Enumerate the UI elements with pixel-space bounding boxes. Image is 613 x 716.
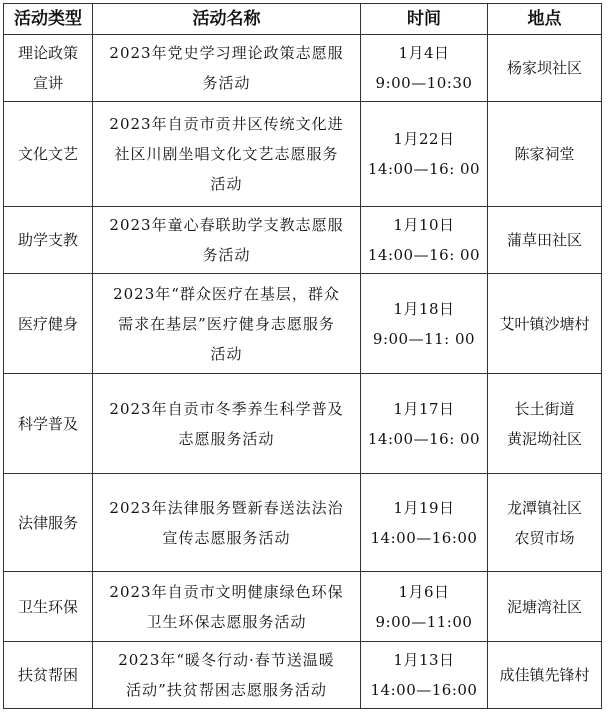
activity-time-line: 1月18日 (393, 299, 455, 318)
activity-place-cell (488, 474, 602, 572)
activity-place-line: 成佳镇先锋村 (499, 666, 590, 684)
table-body (4, 35, 602, 709)
activity-place-cell (488, 207, 602, 274)
activity-type-cell (4, 102, 93, 207)
activity-name-line: 活动 (210, 175, 243, 193)
activity-time-line: 9:00—11:00 (375, 612, 473, 631)
table-row (4, 274, 602, 374)
activity-type-line: 医疗健身 (17, 314, 78, 333)
activity-name-line: 2023年党史学习理论政策志愿服 (109, 44, 344, 62)
table-row (4, 374, 602, 474)
activity-type-cell (4, 374, 93, 474)
activity-name-line: 需求在基层”医疗健身志愿服务 (118, 314, 335, 333)
activity-type-cell (4, 642, 93, 709)
activity-place-cell (488, 642, 602, 709)
activity-name-cell (93, 572, 361, 642)
activity-time-cell (361, 207, 488, 274)
activity-name-cell (93, 102, 361, 207)
activity-type-line: 文化文艺 (17, 145, 78, 163)
activity-name-line: 活动 (210, 344, 243, 363)
activity-place-line: 农贸市场 (514, 528, 575, 547)
activity-name-line: 2023年法律服务暨新春送法法治 (109, 498, 344, 517)
activity-time-line: 14:00—16: 00 (367, 246, 481, 264)
activity-type-line: 科学普及 (17, 414, 78, 433)
activity-name-line: 2023年自贡市贡井区传统文化进 (109, 115, 344, 133)
activity-name-line: 务活动 (202, 74, 251, 92)
activity-type-line: 助学支教 (17, 231, 78, 249)
activity-place-cell (488, 374, 602, 474)
activity-type-line: 扶贫帮困 (17, 666, 78, 684)
table-row (4, 572, 602, 642)
activity-name-line: 2023年“群众医疗在基层，群众 (113, 284, 340, 303)
activity-type-line: 法律服务 (17, 513, 78, 532)
activity-time-line: 1月22日 (393, 130, 455, 148)
activity-name-line: 务活动 (202, 246, 251, 264)
activity-place-cell (488, 102, 602, 207)
activity-time-line: 1月10日 (393, 216, 455, 234)
activity-name-cell (93, 274, 361, 374)
activity-place-line: 泥塘湾社区 (506, 597, 582, 616)
activity-type-line: 理论政策 (17, 44, 78, 62)
activity-place-line: 黄泥坳社区 (506, 429, 582, 448)
activity-time-line: 14:00—16: 00 (367, 429, 481, 448)
activity-name-line: 2023年“暖冬行动·春节送温暖 (118, 651, 335, 669)
activity-name-line: 社区川剧坐唱文化文艺志愿服务 (114, 145, 339, 163)
activity-time-line: 1月17日 (393, 399, 455, 418)
table-row (4, 102, 602, 207)
activity-time-cell (361, 572, 488, 642)
activity-type-cell (4, 35, 93, 102)
activity-time-cell (361, 374, 488, 474)
activity-type-line: 卫生环保 (17, 597, 78, 616)
activity-time-line: 14:00—16:00 (370, 681, 478, 699)
activity-time-cell (361, 274, 488, 374)
table-row (4, 35, 602, 102)
activity-name-cell (93, 35, 361, 102)
activity-name-line: 宣传志愿服务活动 (162, 528, 291, 547)
header-place: 地点 (488, 4, 602, 35)
activity-time-line: 9:00—10:30 (375, 74, 473, 92)
activity-name-line: 2023年自贡市冬季养生科学普及 (109, 399, 344, 418)
table-row (4, 474, 602, 572)
activity-name-line: 志愿服务活动 (178, 429, 275, 448)
activity-name-line: 活动”扶贫帮困志愿服务活动 (126, 681, 327, 699)
activity-time-line: 1月6日 (398, 582, 450, 601)
activity-place-line: 艾叶镇沙塘村 (499, 314, 590, 333)
activity-name-cell (93, 474, 361, 572)
table-row (4, 207, 602, 274)
activity-time-cell (361, 642, 488, 709)
activity-name-cell (93, 374, 361, 474)
header-type: 活动类型 (4, 4, 93, 35)
activity-place-cell (488, 572, 602, 642)
activity-time-line: 1月4日 (398, 44, 450, 62)
activity-time-cell (361, 474, 488, 572)
activity-time-line: 14:00—16: 00 (367, 160, 481, 178)
activity-place-line: 陈家祠堂 (514, 145, 575, 163)
activity-type-line: 宣讲 (32, 74, 63, 92)
activity-table (3, 3, 602, 709)
header-row (4, 4, 602, 35)
activity-name-line: 卫生环保志愿服务活动 (146, 612, 307, 631)
activity-time-line: 14:00—16:00 (370, 528, 478, 547)
table-row (4, 642, 602, 709)
activity-type-cell (4, 572, 93, 642)
activity-time-cell (361, 35, 488, 102)
activity-place-line: 龙潭镇社区 (506, 498, 582, 517)
activity-name-line: 2023年自贡市文明健康绿色环保 (109, 582, 344, 601)
header-name: 活动名称 (93, 4, 361, 35)
activity-type-cell (4, 474, 93, 572)
activity-place-line: 长土街道 (514, 399, 575, 418)
activity-time-line: 9:00—11: 00 (372, 329, 476, 348)
activity-time-cell (361, 102, 488, 207)
activity-time-line: 1月19日 (393, 498, 455, 517)
activity-place-cell (488, 35, 602, 102)
activity-time-line: 1月13日 (393, 651, 455, 669)
activity-place-line: 杨家坝社区 (506, 59, 582, 77)
activity-place-cell (488, 274, 602, 374)
activity-name-cell (93, 642, 361, 709)
activity-type-cell (4, 274, 93, 374)
activity-place-line: 蒲草田社区 (506, 231, 582, 249)
header-time: 时间 (361, 4, 488, 35)
activity-name-cell (93, 207, 361, 274)
activity-name-line: 2023年童心春联助学支教志愿服 (109, 216, 344, 234)
activity-type-cell (4, 207, 93, 274)
